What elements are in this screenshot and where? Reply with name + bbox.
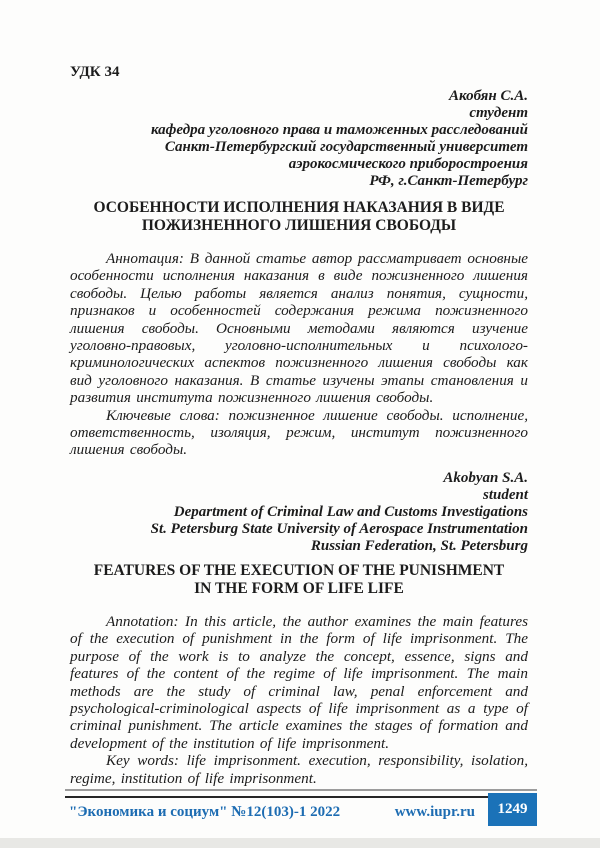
- author-university-ru-line1: Санкт-Петербургский государственный университет: [164, 139, 528, 155]
- author-university-ru-line2: аэрокосмического приборостроения: [288, 156, 528, 172]
- keywords-ru: Ключевые слова: пожизненное лишение свободы. исполнение, ответственность, изоляция, режим, институт пожизненного лишения свободы.: [70, 406, 528, 459]
- article-title-en-line1: FEATURES OF THE EXECUTION OF THE PUNISHMENT: [93, 561, 505, 579]
- author-role-ru: студент: [469, 105, 528, 121]
- footer-row: [65, 798, 537, 821]
- author-location-ru: РФ, г.Санкт-Петербург: [369, 173, 528, 189]
- footer-rule-thin: [65, 789, 537, 791]
- article-title-en: [70, 562, 528, 598]
- author-block-en: [70, 470, 528, 555]
- footer-journal: "Экономика и социум" №12(103)-1 2022: [69, 804, 341, 820]
- udc-code: УДК 34: [70, 64, 120, 80]
- author-department-ru: кафедра уголовного права и таможенных расследований: [150, 122, 528, 138]
- author-location-en: Russian Federation, St. Petersburg: [310, 537, 528, 554]
- author-block-ru: [70, 88, 528, 190]
- annotation-ru: Аннотация: В данной статье автор рассматривает основные особенности исполнения наказания в виде пожизненного лишения свободы. Целью работы является анализ понятия, сущности, признаков и особенностей содержания режима пожизненного лишения свободы. Основными методами являются изучение уголовно-правовых, уголовно-исполнительных и психолого-криминологических аспектов пожизненного лишения свободы как вид уголовного наказания. В статье изучены этапы становления и развития института пожизненного лишения свободы.: [70, 250, 528, 407]
- scan-edge: [0, 838, 600, 848]
- article-title-en-line2: IN THE FORM OF LIFE LIFE: [194, 579, 404, 597]
- author-department-en: Department of Criminal Law and Customs Investigations: [173, 503, 528, 520]
- article-title-ru-line1: ОСОБЕННОСТИ ИСПОЛНЕНИЯ НАКАЗАНИЯ В ВИДЕ: [93, 199, 505, 216]
- page-footer: [65, 789, 537, 821]
- keywords-en: Key words: life imprisonment. execution, responsibility, isolation, regime, institution of life imprisonment.: [70, 752, 528, 787]
- article-title-ru-line2: ПОЖИЗНЕННОГО ЛИШЕНИЯ СВОБОДЫ: [141, 217, 457, 234]
- article-title-ru: [70, 199, 528, 235]
- author-name-en: Akobyan S.A.: [443, 469, 528, 486]
- page-number-badge: 1249: [488, 793, 537, 826]
- author-university-en: St. Petersburg State University of Aerospace Instrumentation: [150, 520, 528, 537]
- footer-website: www.iupr.ru: [394, 804, 475, 820]
- author-name-ru: Акобян С.А.: [449, 88, 528, 104]
- annotation-en: Annotation: In this article, the author examines the main features of the execution of punishment in the form of life imprisonment. The purpose of the work is to analyze the concept, essence, signs and features of the content of the regime of life imprisonment. The main methods are the study of criminal law, penal enforcement and psychological-criminological aspects of life imprisonment as a type of criminal punishment. The article examines the stages of formation and development of the institution of life imprisonment.: [70, 612, 528, 752]
- author-role-en: student: [482, 486, 528, 503]
